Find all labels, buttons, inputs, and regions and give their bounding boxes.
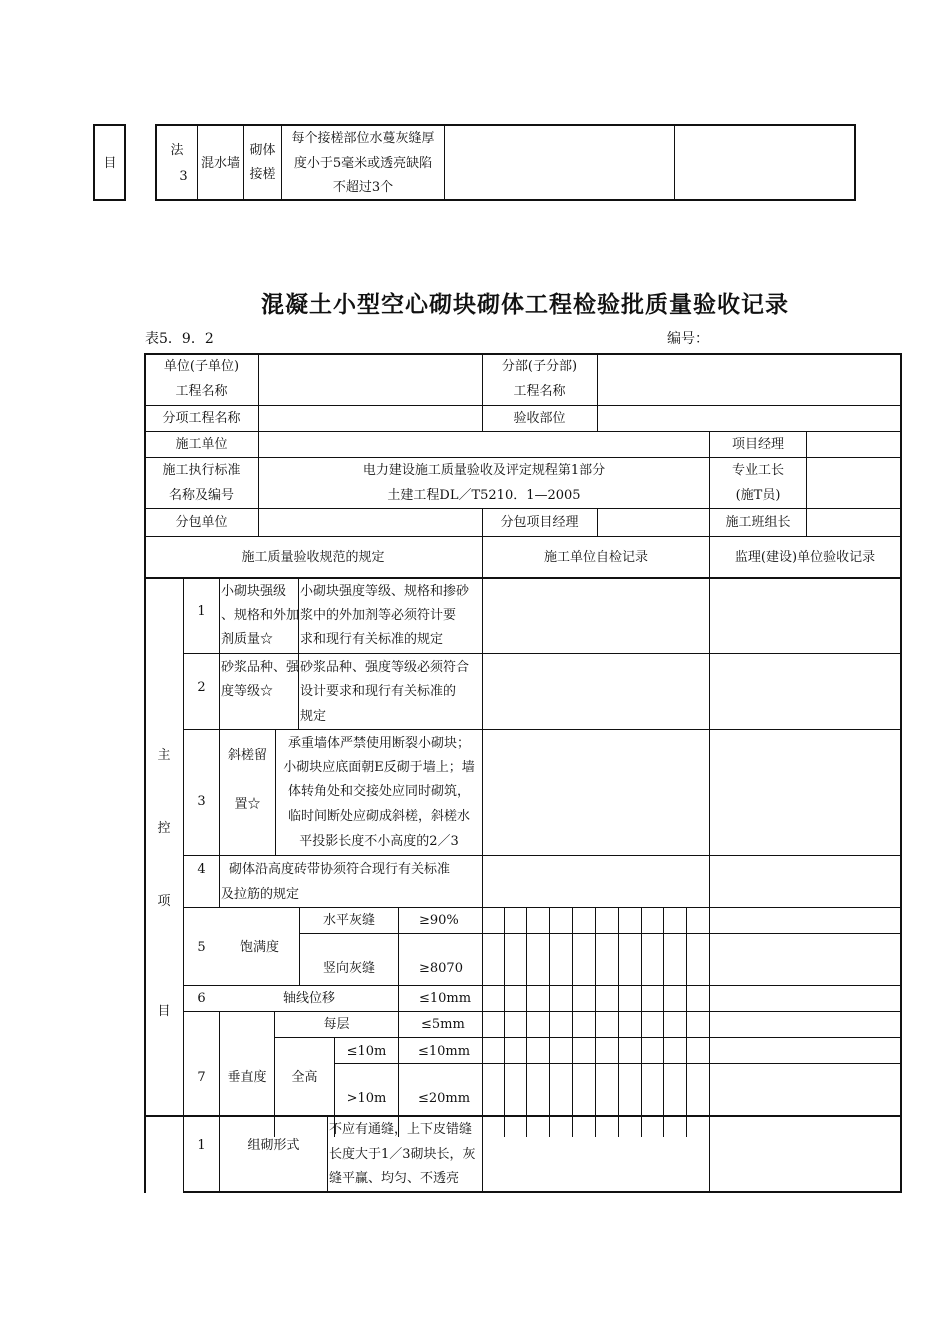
- table-number: 表5．9．2: [145, 331, 214, 347]
- gen-item1-req-3: 缝平赢、均匀、不透亮: [329, 1171, 460, 1186]
- item3-num: 3: [197, 794, 206, 809]
- item2-req-2: 设计要求和现行有关标准的: [300, 684, 457, 699]
- project-manager-label: 项目经理: [731, 437, 784, 452]
- main-label-1: 主: [157, 748, 171, 763]
- item7-total-label: 全高: [291, 1070, 318, 1085]
- unit-label-2: 工程名称: [175, 384, 228, 399]
- item7-floor-value: ≤5mm: [421, 1017, 465, 1032]
- standard-label-1: 施工执行标准: [162, 463, 241, 478]
- item3-name-1: 斜槎留: [227, 748, 267, 763]
- subdiv-label-2: 工程名称: [513, 384, 566, 399]
- main-label-3: 项: [157, 894, 171, 909]
- item1-name-3: 剂质量☆: [221, 632, 274, 647]
- item7-num: 7: [197, 1070, 206, 1085]
- item7-le-value: ≤10mm: [418, 1044, 471, 1059]
- item1-req-2: 浆中的外加剂等必须符计要: [300, 608, 457, 623]
- item2-name-2: 度等级☆: [221, 684, 274, 699]
- construction-unit-label: 施工单位: [175, 437, 228, 452]
- item5-name: 饱满度: [239, 940, 279, 955]
- item5-v-value: ≥8070: [419, 961, 463, 976]
- item3-req-5: 平投影长度不小高度的2／3: [299, 834, 459, 849]
- col-supervisor: 监理(建设)单位验收记录: [734, 550, 876, 565]
- prev-desc-2: 度小于5毫米或透亮缺陷: [293, 156, 433, 171]
- serial-label: 编号：: [667, 331, 709, 347]
- item4-req-1: 砌体沿高度砖带协须符合现行有关标准: [229, 862, 451, 877]
- col-spec: 施工质量验收规范的规定: [241, 550, 385, 565]
- item7-name: 垂直度: [227, 1070, 267, 1085]
- item7-gt-label: >10m: [346, 1091, 387, 1106]
- item2-num: 2: [197, 680, 206, 695]
- item3-req-1: 承重墙体严禁使用断裂小砌块；: [287, 736, 470, 751]
- prev-item-1: 砌体: [249, 143, 276, 158]
- item5-num: 5: [197, 940, 206, 955]
- document-title: 混凝土小型空心砌块砌体工程检验批质量验收记录: [261, 292, 789, 318]
- standard-value-1: 电力建设施工质量验收及评定规程第1部分: [362, 463, 606, 478]
- item2-req-1: 砂浆品种、强度等级必须符合: [300, 660, 470, 675]
- gen-item1-name: 组砌形式: [247, 1138, 300, 1153]
- col-self-check: 施工单位自检记录: [543, 550, 648, 565]
- prev-desc-1: 每个接槎部位水蔓灰缝厚: [291, 131, 435, 146]
- foreman-label-2: (施T员): [735, 488, 781, 503]
- prev-item-2: 接槎: [249, 167, 276, 182]
- subdiv-label-1: 分部(子分部): [501, 359, 578, 374]
- unit-label-1: 单位(子单位): [163, 359, 240, 374]
- prev-num: 3: [179, 169, 188, 184]
- standard-value-2: 土建工程DL／T5210．1—2005: [387, 488, 581, 503]
- prev-method: 法: [170, 143, 184, 158]
- prev-mu: 目: [103, 156, 117, 171]
- item2-req-3: 规定: [300, 709, 327, 724]
- item7-gt-value: ≤20mm: [418, 1091, 471, 1106]
- item2-name-1: 砂浆品种、强: [221, 660, 300, 675]
- item3-name-2: 置☆: [234, 797, 261, 812]
- item1-name-2: 、规格和外加: [221, 608, 300, 623]
- item5-h-value: ≥90%: [419, 913, 459, 928]
- gen-item1-num: 1: [197, 1138, 206, 1153]
- prev-desc-3: 不超过3个: [332, 180, 394, 195]
- item1-req-1: 小砌块强度等级、规格和掺砂: [300, 584, 470, 599]
- item3-req-3: 体转角处和交接处应同时砌筑，: [287, 784, 470, 799]
- team-leader-label: 施工班组长: [725, 515, 791, 530]
- sub-pm-label: 分包项目经理: [500, 515, 579, 530]
- gen-item1-req-1: 不应有通缝，上下皮错缝: [329, 1122, 473, 1137]
- item7-le-label: ≤10m: [346, 1044, 387, 1059]
- subitem-label: 分项工程名称: [162, 411, 241, 426]
- item3-req-4: 临时间断处应砌成斜槎，斜槎水: [287, 809, 470, 824]
- accept-part-label: 验收部位: [513, 411, 566, 426]
- item6-name: 轴线位移: [282, 991, 335, 1006]
- item4-req-2: 及拉筋的规定: [221, 887, 300, 902]
- foreman-label-1: 专业工长: [731, 463, 784, 478]
- sub-unit-label: 分包单位: [175, 515, 228, 530]
- item5-h-label: 水平灰缝: [322, 913, 375, 928]
- item1-num: 1: [197, 604, 206, 619]
- main-label-4: 目: [157, 1004, 171, 1019]
- item3-req-2: 小砌块应底面朝E反砌于墙上；墙: [283, 760, 475, 775]
- gen-item1-req-2: 长度大于1／3砌块长，灰: [329, 1147, 476, 1162]
- item6-value: ≤10mm: [419, 991, 472, 1006]
- item6-num: 6: [197, 991, 206, 1006]
- main-label-2: 控: [157, 821, 171, 836]
- item7-floor-label: 每层: [323, 1017, 350, 1032]
- item5-v-label: 竖向灰缝: [322, 961, 375, 976]
- item1-req-3: 求和现行有关标准的规定: [300, 632, 444, 647]
- prev-wall: 混水墙: [200, 156, 240, 171]
- item1-name-1: 小砌块强级: [221, 584, 287, 599]
- item4-num: 4: [197, 862, 206, 877]
- standard-label-2: 名称及编号: [168, 488, 234, 503]
